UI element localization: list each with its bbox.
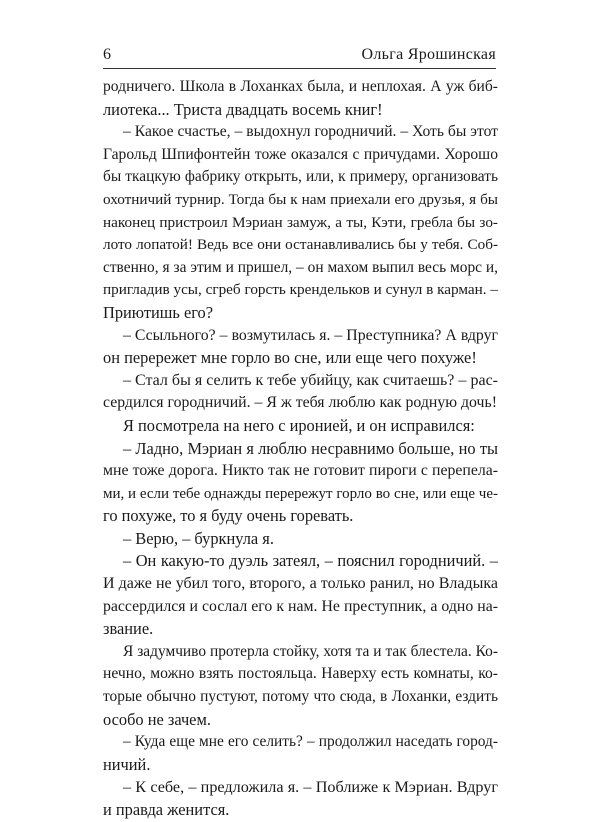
text-line: торые обычно пустуют, потому что сюда, в Лоханки, ездить <box>103 688 498 706</box>
text-line: Приютишь его? <box>103 302 214 322</box>
text-line: бы ткацкую фабрику открыть, или, к примеру, организовать <box>103 168 498 186</box>
header-rule <box>103 68 496 69</box>
text-line: охотничий турнир. Тогда бы к нам приехали его друзья, я бы <box>103 190 498 208</box>
page-number: 6 <box>103 46 112 63</box>
text-line: лиотека... Триста двадцать восемь книг! <box>103 99 383 119</box>
text-line: ми, и если тебе однажды перережут горло во сне, или еще че- <box>103 485 498 502</box>
text-line: особо не зачем. <box>103 709 211 729</box>
text-line: мне тоже дорога. Никто так не готовит пироги с перепела- <box>103 462 498 480</box>
text-line: – Какое счастье, – выдохнул городничий. – Хоть бы этот <box>123 123 498 141</box>
text-line: родничего. Школа в Лоханках была, и неплохая. А уж биб- <box>103 78 498 95</box>
body-text <box>103 76 498 822</box>
text-line: – Стал бы я селить к тебе убийцу, как считаешь? – рас- <box>123 371 498 389</box>
text-line: Я задумчиво протерла стойку, хотя та и так блестела. Ко- <box>123 642 498 660</box>
text-line: нечно, можно взять постояльца. Наверху есть комнаты, ко- <box>103 665 498 683</box>
text-line: рассердился и сослал его к нам. Не преступник, а одно на- <box>103 597 498 615</box>
text-line: ничий. <box>103 754 151 774</box>
text-line: ственно, я за этим и пришел, – он махом выпил весь морс и, <box>103 258 498 276</box>
text-line: и правда женится. <box>103 800 230 819</box>
text-line: наконец пристроил Мэриан замуж, а ты, Кэти, гребла бы зо- <box>103 213 498 231</box>
text-line: Я посмотрела на него с иронией, и он исправился: <box>123 415 475 435</box>
text-line: – Куда еще мне его селить? – продолжил наседать город- <box>123 733 498 751</box>
author-name: Ольга Ярошинская <box>361 46 496 63</box>
text-line: – Ссыльного? – возмутилась я. – Преступника? А вдруг <box>123 326 498 344</box>
text-line: го похуже, то я буду очень горевать. <box>103 506 354 526</box>
text-line: он перережет мне горло во сне, или еще чего похуже! <box>103 348 477 368</box>
text-line: пригладив усы, сгреб горсть крендельков и сунул в карман. – <box>103 281 498 299</box>
running-head <box>103 40 496 64</box>
text-line: Гарольд Шпифонтейн тоже оказался с причудами. Хорошо <box>103 145 498 163</box>
text-line: лото лопатой! Ведь все они останавливались бы у тебя. Соб- <box>103 236 498 254</box>
text-line: – К себе, – предложила я. – Поближе к Мэриан. Вдруг <box>123 778 498 797</box>
text-line: – Ладно, Мэриан я люблю несравнимо больше, но ты <box>123 438 498 458</box>
text-line: звание. <box>103 619 154 639</box>
text-line: – Он какую-то дуэль затеял, – пояснил городничий. – <box>123 551 498 571</box>
text-line: – Верю, – буркнула я. <box>123 528 274 548</box>
text-line: И даже не убил того, второго, а только ранил, но Владыка <box>103 575 498 593</box>
text-line: сердился городничий. – Я ж тебя люблю как родную дочь! <box>103 394 497 412</box>
